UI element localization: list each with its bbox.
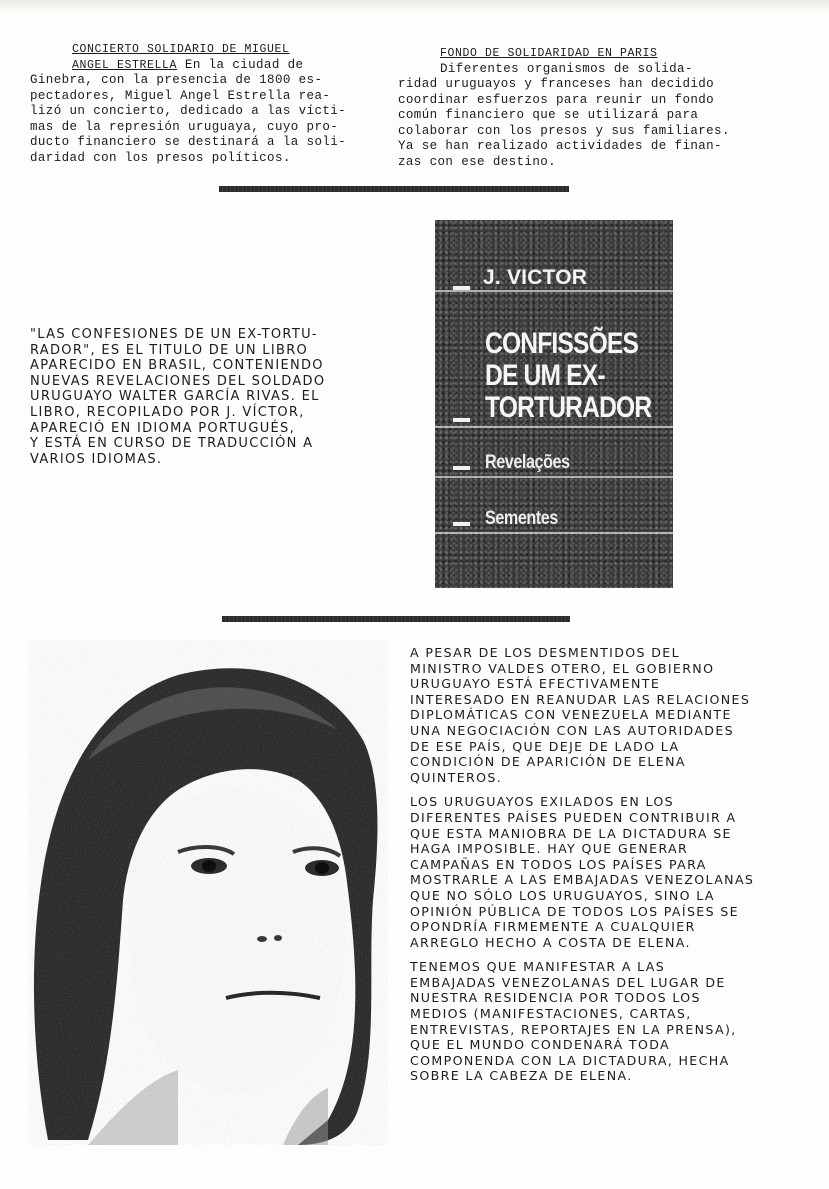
concert-headline-2: ANGEL ESTRELLA <box>72 58 178 72</box>
paris-fund-notice <box>398 46 778 170</box>
book-notice-line: Y ESTÁ EN CURSO DE TRADUCCIÓN A <box>30 436 314 452</box>
book-notice-line: LIBRO, RECOPILADO POR J. VÍCTOR, <box>30 404 305 420</box>
book-cover-subtitle: Revelações <box>485 452 570 473</box>
article-paragraph: LOS URUGUAYOS EXILADOS EN LOS DIFERENTES PAÍSES PUEDEN CONTRIBUIR A QUE ESTA MANIOBRA DE LA DICTADURA SE HAGA IMPOSIBLE. HAY QUE GENERAR CAMPAÑAS EN TODOS LOS PAÍSES PARA MOSTRARLE A LAS EMBAJADAS VENEZOLANAS QUE NO SÓLO LOS URUGUAYOS, SINO LA OPINIÓN PÚBLICA DE TODOS LOS PAÍSES SE OPONDRÍA FIRMEMENTE A CUALQUIER ARREGLO HECHO A COSTA DE ELENA. <box>410 794 755 950</box>
paris-fund-line: Ya se han realizado actividades de finan- <box>398 139 722 153</box>
book-notice-line: NUEVAS REVELACIONES DEL SOLDADO <box>30 373 326 389</box>
book-notice-line: VARIOS IDIOMAS. <box>30 451 163 467</box>
concert-headline-1: CONCIERTO SOLIDARIO DE MIGUEL <box>72 43 290 56</box>
concert-line: Ginebra, con la presencia de 1800 es- <box>30 73 323 87</box>
paris-fund-headline: FONDO DE SOLIDARIDAD EN PARIS <box>440 47 658 60</box>
book-cover-subtitle: Sementes <box>485 508 558 529</box>
paris-fund-line: coordinar esfuerzos para reunir un fondo <box>398 92 715 107</box>
book-cover-title-line: TORTURADOR <box>485 391 652 424</box>
concert-line: daridad con los presos políticos. <box>30 150 291 165</box>
concert-line: pectadores, Miguel Angel Estrella rea- <box>30 88 331 103</box>
concert-first-line: En la ciudad de <box>184 57 304 72</box>
page-top-edge <box>0 0 829 12</box>
paris-fund-line: zas con ese destino. <box>398 154 557 169</box>
book-notice-line: APARECIÓ EN IDIOMA PORTUGUÉS, <box>30 420 296 436</box>
concert-line: mas de la represión uruguaya, cuyo pro- <box>30 119 339 134</box>
book-notice-line: "LAS CONFESIONES DE UN EX-TORTU- <box>30 327 318 342</box>
book-notice <box>30 327 375 467</box>
divider-middle <box>222 616 570 622</box>
paris-fund-line: ridad uruguayos y franceses han decidido <box>398 77 715 91</box>
paris-fund-line: común financiero que se utilizará para <box>398 108 699 122</box>
divider-top <box>219 186 569 192</box>
book-notice-line: RADOR", ES EL TITULO DE UN LIBRO <box>30 342 309 358</box>
concert-notice <box>30 42 375 166</box>
paris-fund-line: colaborar con los presos y sus familiares. <box>398 123 730 138</box>
paris-fund-line: Diferentes organismos de solida- <box>440 61 693 76</box>
book-cover-title-line: CONFISSÕES <box>485 327 639 360</box>
book-notice-line: APARECIDO EN BRASIL, CONTENIENDO <box>30 358 324 374</box>
book-cover-title-line: DE UM EX- <box>485 359 605 392</box>
article-paragraph: TENEMOS QUE MANIFESTAR A LAS EMBAJADAS VENEZOLANAS DEL LUGAR DE NUESTRA RESIDENCIA POR TODOS LOS MEDIOS (MANIFESTACIONES, CARTAS, ENTREVISTAS, REPORTAJES EN LA PRENSA), QUE EL MUNDO CONDENARÁ TODA COMPONENDA CON LA DICTADURA, HECHA SOBRE LA CABEZA DE ELENA. <box>410 959 737 1084</box>
book-cover-image <box>435 220 673 588</box>
main-article <box>410 645 755 1093</box>
concert-line: lizó un concierto, dedicado a las vícti- <box>30 104 347 118</box>
concert-line: ducto financiero se destinará a la soli- <box>30 135 347 149</box>
portrait-photo <box>28 640 388 1145</box>
article-paragraph: A PESAR DE LOS DESMENTIDOS DEL MINISTRO VALDES OTERO, EL GOBIERNO URUGUAYO ESTÁ EFECTIVAMENTE INTERESADO EN REANUDAR LAS RELACIONES DIPLOMÁTICAS CON VENEZUELA MEDIANTE UNA NEGOCIACIÓN CON LAS AUTORIDADES DE ESE PAÍS, QUE DEJE DE LADO LA CONDICIÓN DE APARICIÓN DE ELENA QUINTEROS. <box>410 645 751 785</box>
book-cover-author: J. VICTOR <box>483 266 588 289</box>
book-notice-line: URUGUAYO WALTER GARCÍA RIVAS. EL <box>30 389 320 405</box>
